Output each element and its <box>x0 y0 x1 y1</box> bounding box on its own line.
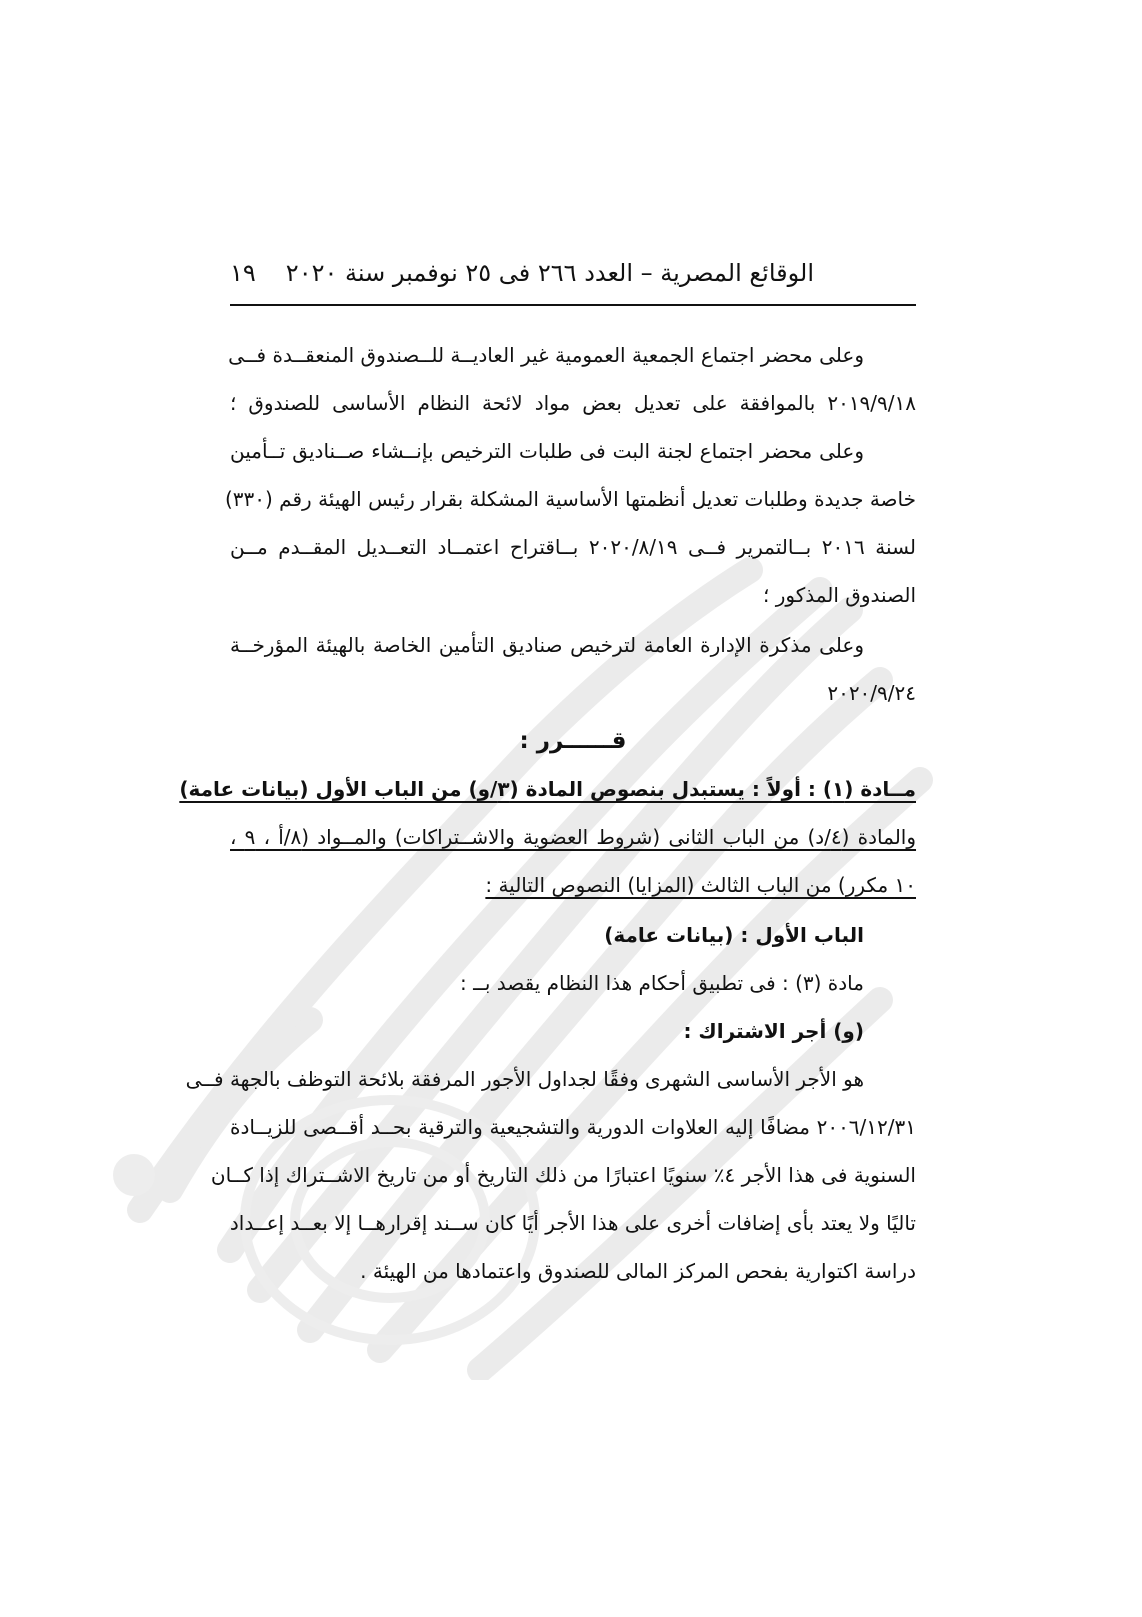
body-line: خاصة جديدة وطلبات تعديل أنظمتها الأساسية المشكلة بقرار رئيس الهيئة رقم (٣٣٠) <box>224 487 916 511</box>
article-one-line: ١٠ مكرر) من الباب الثالث (المزايا) النصوص التالية : <box>485 873 916 897</box>
decision-heading: قــــــرر : <box>519 728 627 754</box>
body-line: وعلى مذكرة الإدارة العامة لترخيص صناديق التأمين الخاصة بالهيئة المؤرخــة <box>230 633 864 657</box>
running-header <box>230 258 916 292</box>
body-line: ٢٠٠٦/١٢/٣١ مضافًا إليه العلاوات الدورية والتشجيعية والترقية بحــد أقــصى للزيــادة <box>230 1115 916 1139</box>
header-title: الوقائع المصرية – العدد ٢٦٦ فى ٢٥ نوفمبر سنة ٢٠٢٠ <box>285 259 814 287</box>
body-line: ٢٠١٩/٩/١٨ بالموافقة على تعديل بعض مواد لائحة النظام الأساسى للصندوق ؛ <box>230 391 916 415</box>
body-line: الصندوق المذكور ؛ <box>763 583 916 607</box>
article-three-heading: مادة (٣) : فى تطبيق أحكام هذا النظام يقصد بــ : <box>460 971 864 995</box>
body-line: دراسة اكتوارية بفحص المركز المالى للصندوق واعتمادها من الهيئة . <box>360 1259 916 1283</box>
body-line: وعلى محضر اجتماع لجنة البت فى طلبات الترخيص بإنــشاء صــناديق تــأمين <box>230 439 864 463</box>
article-one-line: والمادة (٤/د) من الباب الثانى (شروط العضوية والاشــتراكات) والمــواد (٨/أ ، ٩ ، <box>230 825 917 849</box>
chapter-heading: الباب الأول : (بيانات عامة) <box>604 923 864 947</box>
page-number: ١٩ <box>230 259 256 287</box>
article-one-line: مــادة (١) : أولاً : يستبدل بنصوص المادة (٣/و) من الباب الأول (بيانات عامة) <box>179 777 916 801</box>
body-line: وعلى محضر اجتماع الجمعية العمومية غير العاديــة للــصندوق المنعقــدة فــى <box>228 343 864 367</box>
body-line: تاليًا ولا يعتد بأى إضافات أخرى على هذا الأجر أيًا كان ســند إقرارهــا إلا بعــد إعــداد <box>229 1211 916 1235</box>
body-line: لسنة ٢٠١٦ بــالتمرير فــى ٢٠٢٠/٨/١٩ بــاقتراح اعتمــاد التعــديل المقــدم مــن <box>230 535 916 559</box>
body-line: هو الأجر الأساسى الشهرى وفقًا لجداول الأجور المرفقة بلائحة التوظف بالجهة فــى <box>185 1067 864 1091</box>
subscription-wage-heading: (و) أجر الاشتراك : <box>683 1019 864 1043</box>
body-line: السنوية فى هذا الأجر ٤٪ سنويًا اعتبارًا من ذلك التاريخ أو من تاريخ الاشــتراك إذا كــان <box>210 1163 916 1187</box>
header-rule <box>230 304 916 306</box>
body-line: ٢٠٢٠/٩/٢٤ <box>827 681 916 705</box>
